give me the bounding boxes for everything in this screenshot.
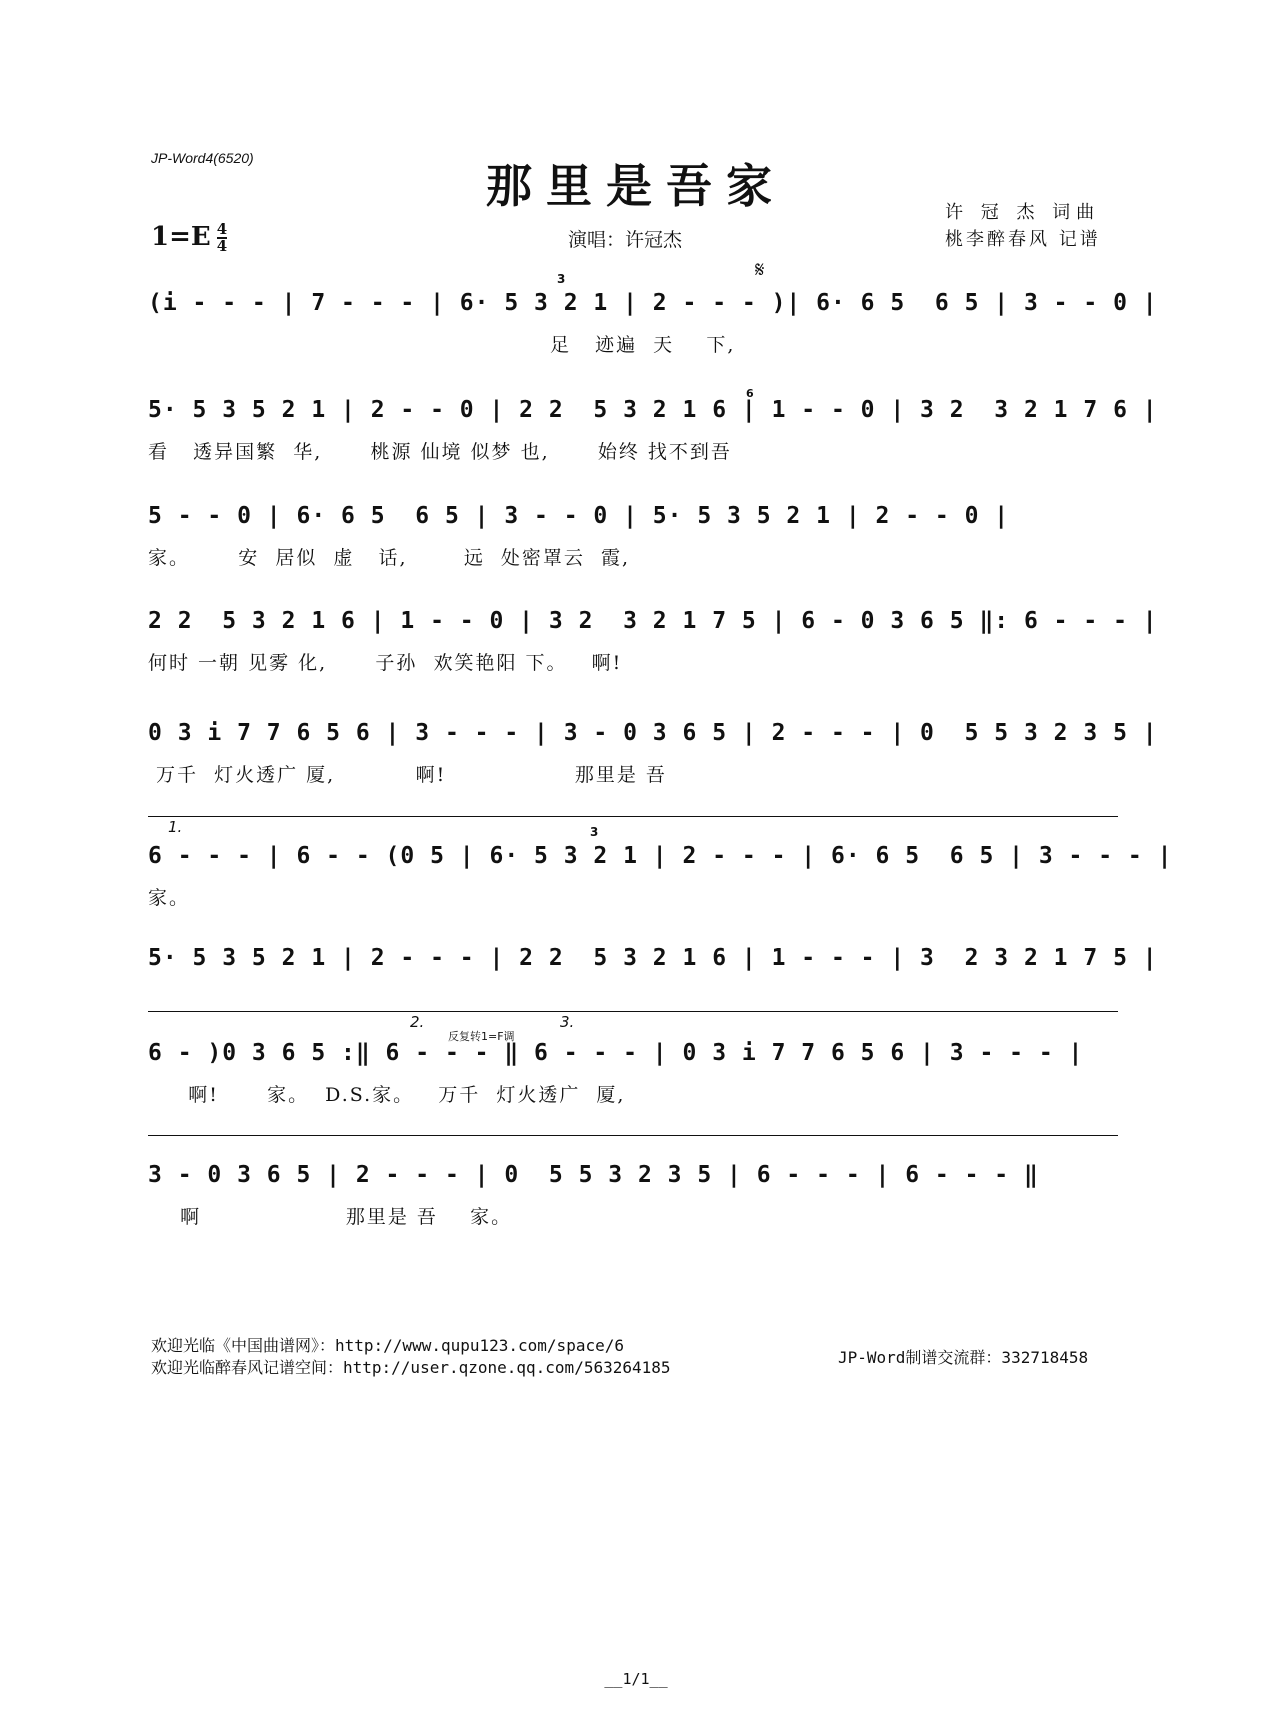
notes-line: 3 - 0 3 6 5 | 2 - - - | 0 5 5 3 2 3 5 | 6 - - - | 6 - - - ‖ [148,1162,1039,1188]
lyrics-line: 啊 那里是 吾 家。 [148,1206,513,1228]
page-number: __1/1__ [604,1670,668,1688]
footer-group: JP-Word制谱交流群：332718458 [838,1348,1089,1367]
key-label: 1=E [151,222,211,252]
lyrics-line: 家。 [148,887,191,909]
notes-line: (i - - - | 7 - - - | 6· 5 3 2 1 | 2 - - - )| 6· 6 5 6 5 | 3 - - 0 | [148,290,1158,316]
lyrics-line: 何时 一朝 见雾 化, 子孙 欢笑艳阳 下。 啊! [148,652,623,674]
volta-2-label: 2. [410,1013,425,1031]
volta-line-3 [148,1135,1118,1136]
lyrics-line: 万千 灯火透广 厦, 啊! 那里是 吾 [148,764,667,786]
score-system-3 [148,503,1118,573]
time-signature [217,222,227,254]
score-system-7 [148,945,1158,995]
triplet-mark-2: 3 [590,825,599,839]
volta-line-2 [148,1011,1118,1012]
notes-line: 2 2 5 3 2 1 6 | 1 - - 0 | 3 2 3 2 1 7 5 | 6 - 0 3 6 5 ‖: 6 - - - | [148,608,1158,634]
score-system-8 [148,1040,1118,1110]
score-system-1 [148,290,1158,360]
score-system-4 [148,608,1158,678]
notes-line: 6 - )0 3 6 5 :‖ 6 - - - ‖ 6 - - - | 0 3 i 7 7 6 5 6 | 3 - - - | [148,1040,1084,1066]
time-sig-bottom: 4 [216,237,228,255]
transcriber-label: 桃李醉春风 记谱 [945,229,1101,250]
modulation-label: 反复转1=F调 [448,1030,515,1043]
segno-mark: 𝄋 [755,258,765,283]
lyrics-line: 家。 安 居似 虚 话, 远 处密罩云 霞, [148,547,631,569]
lyricist-label: 许 冠 杰 词曲 [945,202,1101,223]
software-label: JP-Word4(6520) [151,150,254,166]
notes-line: 0 3 i 7 7 6 5 6 | 3 - - - | 3 - 0 3 6 5 | 2 - - - | 0 5 5 3 2 3 5 | [148,720,1158,746]
score-system-6 [148,843,1173,913]
score-system-5 [148,720,1158,790]
lyrics-line: 足 迹遍 天 下, [148,334,736,356]
score-system-2 [148,397,1158,467]
volta-1-label: 1. [168,818,183,836]
page-title: 那里是吾家 [486,159,786,213]
key-signature [151,222,227,254]
notes-line: 5· 5 3 5 2 1 | 2 - - - | 2 2 5 3 2 1 6 | 1 - - - | 3 2 3 2 1 7 5 | [148,945,1158,971]
notes-line: 5· 5 3 5 2 1 | 2 - - 0 | 2 2 5 3 2 1 6 | 1 - - 0 | 3 2 3 2 1 7 6 | [148,397,1158,423]
notes-line: 6 - - - | 6 - - (0 5 | 6· 5 3 2 1 | 2 - - - | 6· 6 5 6 5 | 3 - - - | [148,843,1173,869]
lyrics-line: 啊! 家。 D.S.家。 万千 灯火透广 厦, [148,1084,626,1106]
singer-label: 演唱：许冠杰 [568,229,683,251]
volta-3-label: 3. [560,1013,575,1031]
footer-link-2: 欢迎光临醉春风记谱空间：http://user.qzone.qq.com/563264185 [151,1358,671,1377]
footer-link-1: 欢迎光临《中国曲谱网》：http://www.qupu123.com/space/6 [151,1336,624,1355]
fermata-mark: 6 [746,387,754,400]
triplet-mark: 3 [557,272,566,286]
notes-line: 5 - - 0 | 6· 6 5 6 5 | 3 - - 0 | 5· 5 3 5 2 1 | 2 - - 0 | [148,503,1010,529]
time-sig-top: 4 [216,220,228,238]
score-system-9 [148,1162,1118,1232]
lyrics-line: 看 透异国繁 华, 桃源 仙境 似梦 也, 始终 找不到吾 [148,441,732,463]
volta-line [148,816,1118,817]
